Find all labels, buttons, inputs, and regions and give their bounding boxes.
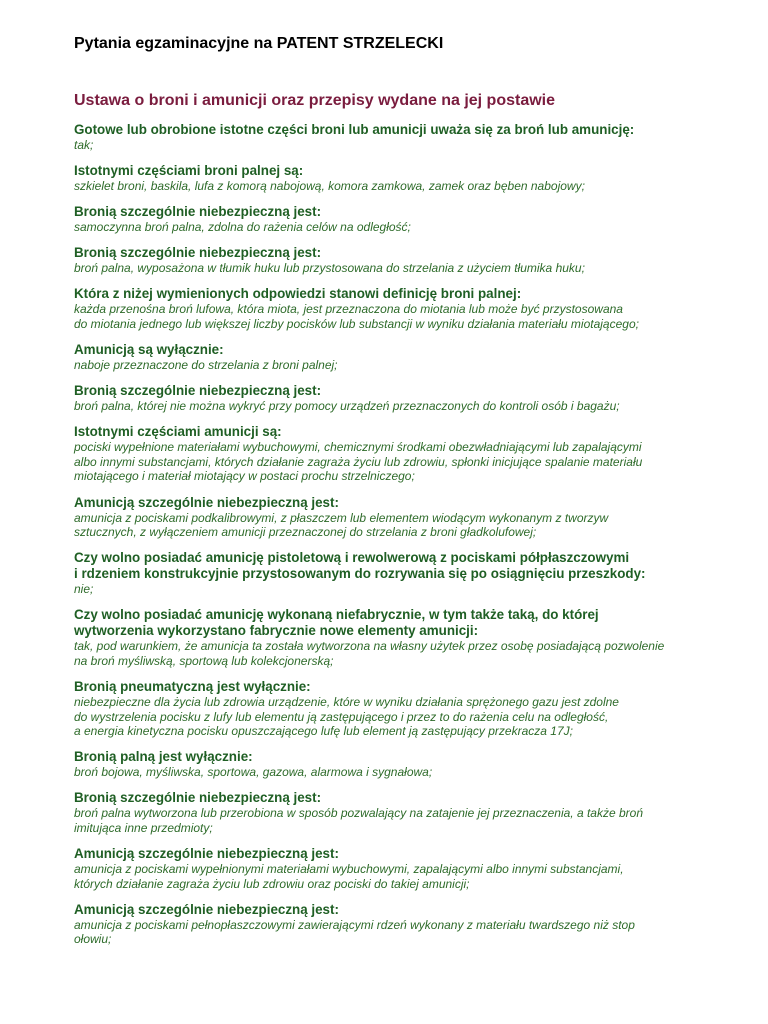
question-text: Amunicją są wyłącznie: — [74, 342, 224, 358]
question-text: Gotowe lub obrobione istotne części broni lub amunicji uważa się za broń lub amunicję: — [74, 122, 635, 137]
question-text: Amunicją szczególnie niebezpieczną jest: — [74, 494, 339, 510]
question-item — [74, 902, 714, 947]
question-text: Bronią szczególnie niebezpieczną jest: — [74, 790, 322, 806]
question-text: Amunicją szczególnie niebezpieczną jest: — [74, 846, 339, 862]
question-item — [74, 749, 714, 780]
document-title: Pytania egzaminacyjne na PATENT STRZELECKI — [74, 35, 444, 52]
answer-text: amunicja z pociskami wypełnionymi materiałami wybuchowymi, zapalającymi albo innymi substancjami, których działanie zagraża życiu lub zdrowiu oraz pociski do takiej amunicji; — [74, 862, 624, 891]
question-item — [74, 679, 714, 739]
answer-text: broń palna, której nie można wykryć przy pomocy urządzeń przeznaczonych do kontroli osób i bagażu; — [74, 399, 620, 414]
question-text: Istotnymi częściami broni palnej są: — [74, 163, 304, 179]
answer-text: niebezpieczne dla życia lub zdrowia urządzenie, które w wyniku działania sprężonego gazu jest zdolne do wystrzelenia pocisku z lufy lub elementu ją zastępującego i przez to do rażenia celu na odległość, a energia kinetyczna pocisku opuszczającego lufę lub element ją zastępujący przekracza 17J; — [74, 695, 619, 739]
question-item — [74, 286, 714, 331]
answer-text: tak, pod warunkiem, że amunicja ta została wytworzona na własny użytek przez osobę posiadającą pozwolenie na broń myśliwską, sportową lub kolekcjonerską; — [74, 639, 665, 668]
question-text: Bronią szczególnie niebezpieczną jest: — [74, 204, 322, 220]
document-page — [74, 34, 714, 957]
question-text: Czy wolno posiadać amunicję wykonaną niefabrycznie, w tym także taką, do której wytworzenia wykorzystano fabrycznie nowe elementy amunicji: — [74, 607, 599, 639]
answer-text: naboje przeznaczone do strzelania z broni palnej; — [74, 358, 338, 373]
question-item — [74, 122, 714, 153]
question-text: Bronią pneumatyczną jest wyłącznie: — [74, 679, 311, 694]
question-text: Czy wolno posiadać amunicję pistoletową i rewolwerową z pociskami półpłaszczowymi i rdzeniem konstrukcyjnie przystosowanym do rozrywania się po osiągnięciu przeszkody: — [74, 550, 646, 582]
answer-text: tak; — [74, 138, 94, 152]
answer-text: pociski wypełnione materiałami wybuchowymi, chemicznymi środkami obezwładniającymi lub zapalającymi albo innymi substancjami, których działanie zagraża życiu lub zdrowiu, spłonki inicjujące spalanie materiału miotającego i materiał miotający w postaci prochu strzelniczego; — [74, 440, 643, 484]
question-item — [74, 383, 714, 414]
question-item — [74, 607, 714, 668]
answer-text: każda przenośna broń lufowa, która miota, jest przeznaczona do miotania lub może być przystosowana do miotania jednego lub większej liczby pocisków lub substancji w wyniku działania materiału miotającego; — [74, 302, 639, 331]
answer-text: amunicja z pociskami podkalibrowymi, z płaszczem lub elementem wiodącym wykonanym z tworzyw sztucznych, z wyłączeniem amunicji przeznaczonej do strzelania z broni gładkolufowej; — [74, 510, 609, 540]
answer-text: broń bojowa, myśliwska, sportowa, gazowa, alarmowa i sygnałowa; — [74, 765, 433, 780]
question-text: Amunicją szczególnie niebezpieczną jest: — [74, 901, 339, 917]
answer-text: szkielet broni, baskila, lufa z komorą nabojową, komora zamkowa, zamek oraz bęben nabojowy; — [74, 179, 585, 194]
answer-text: nie; — [74, 582, 94, 597]
question-item — [74, 846, 714, 891]
question-item — [74, 245, 714, 276]
question-item — [74, 163, 714, 194]
answer-text: broń palna, wyposażona w tłumik huku lub przystosowana do strzelania z użyciem tłumika huku; — [74, 261, 585, 276]
question-text: Istotnymi częściami amunicji są: — [74, 424, 282, 440]
answer-text: broń palna wytworzona lub przerobiona w sposób pozwalający na zatajenie jej przeznaczenia, a także broń imitująca inne przedmioty; — [74, 806, 644, 835]
question-item — [74, 424, 714, 484]
question-text: Bronią szczególnie niebezpieczną jest: — [74, 245, 322, 261]
answer-text: amunicja z pociskami pełnopłaszczowymi zawierającymi rdzeń wykonany z materiału twardszego niż stop ołowiu; — [74, 917, 635, 947]
answer-text: samoczynna broń palna, zdolna do rażenia celów na odległość; — [74, 220, 411, 235]
question-text: Bronią szczególnie niebezpieczną jest: — [74, 383, 322, 399]
question-list — [74, 122, 714, 947]
question-item — [74, 495, 714, 540]
question-item — [74, 790, 714, 835]
question-item — [74, 204, 714, 235]
question-item — [74, 550, 714, 597]
section-title: Ustawa o broni i amunicji oraz przepisy wydane na jej postawie — [74, 92, 556, 109]
question-text: Bronią palną jest wyłącznie: — [74, 749, 253, 765]
question-text: Która z niżej wymienionych odpowiedzi stanowi definicję broni palnej: — [74, 286, 522, 302]
question-item — [74, 342, 714, 373]
